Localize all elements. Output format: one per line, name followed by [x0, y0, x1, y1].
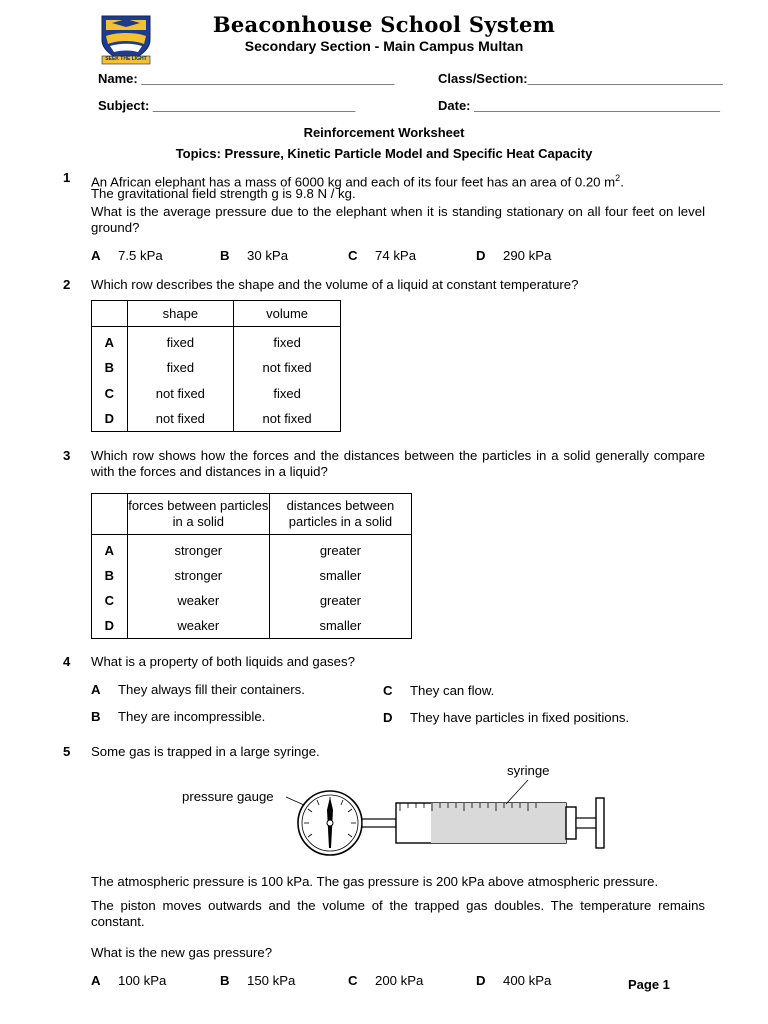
class-section-field: Class/Section:___________________________ — [438, 71, 723, 86]
name-field: Name: ___________________________________ — [98, 71, 395, 86]
table-row — [92, 563, 412, 588]
table-cell: smaller — [269, 613, 411, 639]
table-header: volume — [234, 301, 341, 327]
table-cell: fixed — [127, 355, 234, 381]
option-letter: B — [220, 973, 230, 988]
row-letter: D — [92, 613, 128, 639]
syringe-label: syringe — [507, 763, 550, 778]
option-letter: D — [383, 710, 393, 725]
question-3-text: Which row shows how the forces and the distances between the particles in a solid generally compare with the forces and distances in a liquid? — [91, 448, 705, 479]
table-cell: stronger — [127, 563, 269, 588]
question-2-table — [91, 300, 341, 432]
row-letter: D — [92, 407, 128, 432]
question-3-table — [91, 493, 412, 639]
table-corner — [92, 301, 128, 327]
question-1-text: An African elephant has a mass of 6000 kg and each of its four feet has an area of 0.20 m — [91, 174, 616, 190]
option-letter: A — [91, 248, 101, 263]
table-cell: fixed — [127, 327, 234, 355]
option-letter: C — [348, 973, 358, 988]
table-cell: not fixed — [127, 381, 234, 407]
question-number: 2 — [63, 277, 71, 292]
row-letter: A — [92, 535, 128, 563]
row-letter: C — [92, 588, 128, 613]
question-number: 4 — [63, 654, 71, 669]
worksheet-title: Reinforcement Worksheet — [303, 125, 465, 140]
row-letter: B — [92, 355, 128, 381]
subject-field: Subject: ____________________________ — [98, 98, 356, 113]
table-cell: not fixed — [234, 407, 341, 432]
option-text: 290 kPa — [503, 248, 552, 263]
table-cell: smaller — [269, 563, 411, 588]
section-title: Secondary Section - Main Campus Multan — [244, 38, 524, 54]
row-letter: C — [92, 381, 128, 407]
option-letter: D — [476, 973, 486, 988]
table-corner — [92, 494, 128, 535]
option-letter: C — [383, 683, 393, 698]
row-letter: A — [92, 327, 128, 355]
question-2-text: Which row describes the shape and the volume of a liquid at constant temperature? — [91, 277, 579, 292]
topics-line: Topics: Pressure, Kinetic Particle Model and Specific Heat Capacity — [175, 146, 593, 161]
school-name: Beaconhouse School System — [212, 12, 556, 37]
option-letter: C — [348, 248, 358, 263]
logo-motto: SEEK THE LIGHT — [105, 56, 147, 62]
option-text: They can flow. — [410, 683, 495, 698]
table-header: shape — [127, 301, 234, 327]
syringe-piston — [566, 807, 576, 839]
question-number: 5 — [63, 744, 71, 759]
date-field: Date: __________________________________ — [438, 98, 720, 113]
option-letter: A — [91, 682, 101, 697]
table-row — [92, 588, 412, 613]
question-1-line-2: The gravitational field strength g is 9.8 N / kg. — [91, 186, 356, 201]
question-4-text: What is a property of both liquids and gases? — [91, 654, 355, 669]
table-cell: weaker — [127, 613, 269, 639]
option-text: 400 kPa — [503, 973, 552, 988]
option-letter: D — [476, 248, 486, 263]
question-5-question: What is the new gas pressure? — [91, 945, 273, 960]
table-row — [92, 407, 341, 432]
option-text: They have particles in fixed positions. — [410, 710, 630, 725]
table-header: forces between particles in a solid — [127, 494, 269, 535]
table-row — [92, 613, 412, 639]
question-1-line-1: An African elephant has a mass of 6000 kg and each of its four feet has an area of 0.20 $m^2$. — [91, 173, 624, 190]
option-text: 100 kPa — [118, 973, 167, 988]
table-row — [92, 381, 341, 407]
option-text: 30 kPa — [247, 248, 289, 263]
question-5-para-1: The atmospheric pressure is 100 kPa. The gas pressure is 200 kPa above atmospheric pressure. — [91, 874, 659, 889]
option-text: 150 kPa — [247, 973, 296, 988]
table-cell: not fixed — [234, 355, 341, 381]
table-cell: weaker — [127, 588, 269, 613]
question-5-text: Some gas is trapped in a large syringe. — [91, 744, 320, 759]
gauge-label: pressure gauge — [182, 789, 274, 804]
question-number: 1 — [63, 170, 71, 185]
table-row — [92, 355, 341, 381]
superscript: 2 — [615, 173, 621, 183]
page-number: Page 1 — [628, 977, 670, 992]
table-cell: fixed — [234, 327, 341, 355]
table-row — [92, 535, 412, 563]
table-cell: not fixed — [127, 407, 234, 432]
question-number: 3 — [63, 448, 71, 463]
option-text: They are incompressible. — [118, 709, 266, 724]
option-letter: B — [91, 709, 101, 724]
option-text: 7.5 kPa — [118, 248, 163, 263]
trapped-gas — [431, 803, 566, 843]
table-cell: greater — [269, 535, 411, 563]
row-letter: B — [92, 563, 128, 588]
table-cell: greater — [269, 588, 411, 613]
option-text: They always fill their containers. — [118, 682, 305, 697]
question-1-line-3: What is the average pressure due to the elephant when it is standing stationary on all four feet on level ground? — [91, 204, 705, 235]
table-cell: fixed — [234, 381, 341, 407]
option-text: 74 kPa — [375, 248, 417, 263]
table-header: distances between particles in a solid — [269, 494, 411, 535]
table-cell: stronger — [127, 535, 269, 563]
option-letter: B — [220, 248, 230, 263]
option-letter: A — [91, 973, 101, 988]
option-text: 200 kPa — [375, 973, 424, 988]
table-row — [92, 327, 341, 355]
question-5-para-2: The piston moves outwards and the volume of the trapped gas doubles. The temperature remains constant. — [91, 898, 705, 929]
